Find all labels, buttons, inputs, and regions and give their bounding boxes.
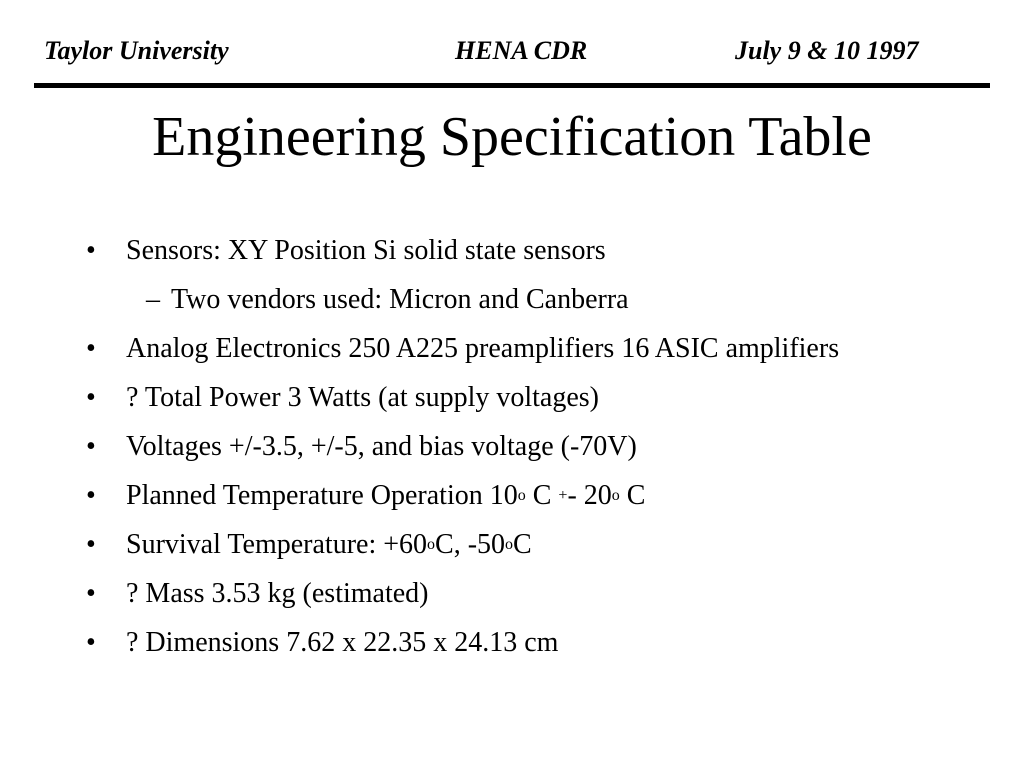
text-segment: Planned Temperature Operation 10	[126, 480, 518, 511]
bullet-sensors	[0, 232, 1024, 270]
bullet-planned-temperature	[0, 477, 1024, 515]
slide-header	[0, 36, 1024, 72]
bullet-marker: •	[86, 333, 96, 364]
bullet-marker: •	[86, 382, 96, 413]
bullet-marker: •	[86, 578, 96, 609]
bullet-text: Sensors: XY Position Si solid state sensors	[126, 235, 606, 266]
text-segment: C	[619, 480, 646, 511]
header-divider	[34, 83, 990, 88]
bullet-marker: •	[86, 480, 96, 511]
header-event: HENA CDR	[455, 36, 588, 65]
bullet-text: ? Total Power 3 Watts (at supply voltages)	[126, 382, 600, 413]
bullet-marker: •	[86, 529, 96, 560]
text-segment: Survival Temperature: +60	[126, 529, 428, 560]
sub-bullet-marker: –	[146, 284, 160, 315]
bullet-text: Voltages +/-3.5, +/-5, and bias voltage (-70V)	[126, 431, 637, 462]
slide-title: Engineering Specification Table	[152, 106, 872, 168]
bullet-marker: •	[86, 431, 96, 462]
bullet-mass	[0, 575, 1024, 613]
superscript: o	[611, 487, 620, 504]
header-date: July 9 & 10 1997	[735, 36, 919, 65]
bullet-text: Analog Electronics 250 A225 preamplifiers 16 ASIC amplifiers	[126, 333, 840, 364]
bullet-marker: •	[86, 235, 96, 266]
sub-bullet-vendors	[0, 281, 1024, 319]
bullet-text: ? Mass 3.53 kg (estimated)	[126, 578, 429, 609]
header-institution: Taylor University	[44, 36, 229, 65]
superscript: o	[427, 536, 436, 553]
bullet-text	[126, 477, 886, 515]
sub-bullet-text: Two vendors used: Micron and Canberra	[171, 284, 629, 315]
bullet-total-power	[0, 379, 1024, 417]
text-segment: C	[513, 529, 532, 560]
bullet-analog-electronics	[0, 330, 1024, 368]
bullet-list	[0, 232, 1024, 673]
text-segment: C, -50	[435, 529, 506, 560]
text-segment: C	[525, 480, 559, 511]
superscript: o	[517, 487, 526, 504]
superscript: +	[558, 487, 568, 504]
bullet-marker: •	[86, 627, 96, 658]
text-segment: - 20	[567, 480, 612, 511]
bullet-voltages	[0, 428, 1024, 466]
bullet-survival-temperature	[0, 526, 1024, 564]
bullet-text: ? Dimensions 7.62 x 22.35 x 24.13 cm	[126, 627, 559, 658]
bullet-dimensions	[0, 624, 1024, 662]
superscript: o	[505, 536, 514, 553]
bullet-text	[126, 526, 886, 564]
